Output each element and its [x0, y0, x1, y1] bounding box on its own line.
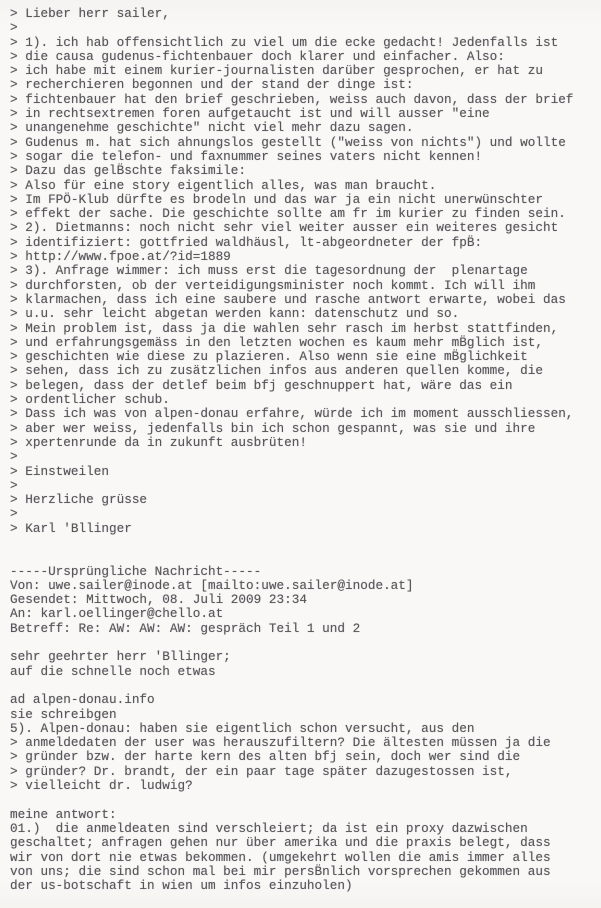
text-line: > Dazu das gelB̈schte faksimile: — [10, 163, 247, 179]
text-line: > Mein problem ist, dass ja die wahlen sehr rasch im herbst stattfinden, — [10, 320, 559, 336]
text-line: > — [10, 477, 18, 493]
text-line: > geschichten wie diese zu plazieren. Also wenn sie eine mB̈glichkeit — [10, 349, 528, 365]
text-line: > Herzliche grüsse — [10, 492, 148, 508]
text-line: > effekt der sache. Die geschichte sollte am fr im kurier zu finden sein. — [10, 206, 566, 222]
text-line: ad alpen-donau.info — [10, 692, 155, 708]
text-line: > belegen, dass der detlef beim bfj geschnuppert hat, wäre das ein — [10, 377, 513, 393]
text-line: An: karl.oellinger@chello.at — [10, 606, 224, 622]
text-line: > durchforsten, ob der verteidigungsminister noch kommt. Ich will ihm — [10, 277, 536, 293]
blank-line — [10, 636, 597, 650]
text-line: > — [10, 449, 18, 465]
text-line: > ich habe mit einem kurier-journalisten darüber gesprochen, er hat zu — [10, 63, 543, 79]
text-line: auf die schnelle noch etwas — [10, 663, 216, 679]
blank-line — [10, 793, 597, 807]
text-line: > Gudenus m. hat sich ahnungslos gestellt ("weiss von nichts") und wollte — [10, 134, 566, 150]
text-line: > Einstweilen — [10, 463, 109, 479]
text-line: wir von dort nie etwas bekommen. (umgekehrt wollen die amis immer alles — [10, 849, 551, 865]
text-line: -----Ursprüngliche Nachricht----- — [10, 563, 262, 579]
text-line: Betreff: Re: AW: AW: AW: gespräch Teil 1 und 2 — [10, 620, 361, 636]
text-line: > die causa gudenus-fichtenbauer doch klarer und einfacher. Also: — [10, 48, 505, 64]
text-line: > in rechtsextremen foren aufgetaucht ist und will ausser "eine — [10, 106, 490, 122]
text-line: > Lieber herr sailer, — [10, 6, 170, 21]
text-line: > Also für eine story eigentlich alles, was man braucht. — [10, 177, 437, 193]
blank-line — [10, 536, 597, 550]
quoted-reply-section — [10, 7, 597, 536]
text-line: > Karl 'Bllinger — [10, 520, 132, 536]
text-line: > http://www.fpoe.at/?id=1889 — [10, 249, 231, 265]
text-line: > sogar die telefon- und faxnummer seines vaters nicht kennen! — [10, 148, 483, 164]
text-line: > — [10, 20, 18, 36]
text-line: > gründer? Dr. brandt, der ein paar tage später dazugestossen ist, — [10, 763, 513, 779]
text-line: > fichtenbauer hat den brief geschrieben, weiss auch davon, dass der brief — [10, 91, 574, 107]
text-line: > anmeldedaten der user was herauszufiltern? Die ältesten müssen ja die — [10, 735, 551, 751]
text-line: meine antwort: — [10, 806, 117, 822]
text-line: > klarmachen, dass ich eine saubere und rasche antwort erwarte, wobei das — [10, 291, 566, 307]
blank-line — [10, 550, 597, 564]
text-line: > Im FPÖ-Klub dürfte es brodeln und das war ja ein nicht unerwünschter — [10, 191, 543, 207]
text-line: > aber wer weiss, jedenfalls bin ich schon gespannt, was sie und ihre — [10, 420, 536, 436]
text-line: 01.) die anmeldeaten sind verschleiert; da ist ein proxy dazwischen — [10, 820, 528, 836]
text-line: sie schreibgen — [10, 706, 117, 722]
text-line: > identifiziert: gottfried waldhäusl, lt-abgeordneter der fpB̈: — [10, 234, 483, 250]
text-line: 5). Alpen-donau: haben sie eigentlich schon versucht, aus den — [10, 720, 475, 736]
text-line: > 1). ich hab offensichtlich zu viel um die ecke gedacht! Jedenfalls ist — [10, 34, 559, 50]
text-line: > u.u. sehr leicht abgetan werden kann: datenschutz und so. — [10, 306, 460, 322]
reply-body-section — [10, 636, 597, 893]
text-line: > sehen, dass ich zu zusätzlichen infos aus anderen quellen komme, die — [10, 363, 543, 379]
text-line: geschaltet; anfragen gehen nur über amerika und die praxis belegt, dass — [10, 835, 551, 851]
text-line: > 3). Anfrage wimmer: ich muss erst die tagesordnung der plenartage — [10, 263, 528, 279]
text-line: Gesendet: Mittwoch, 08. Juli 2009 23:34 — [10, 592, 307, 608]
original-message-header-section — [10, 536, 597, 636]
text-line: sehr geehrter herr 'Bllinger; — [10, 649, 231, 665]
text-line: > Dass ich was von alpen-donau erfahre, würde ich im moment ausschliessen, — [10, 406, 574, 422]
text-line: Von: uwe.sailer@inode.at [mailto:uwe.sailer@inode.at] — [10, 577, 414, 593]
text-line: > 2). Dietmanns: noch nicht sehr viel weiter ausser ein weiteres gesicht — [10, 220, 559, 236]
text-line: der us-botschaft in wien um infos einzuholen) — [10, 878, 353, 894]
blank-line — [10, 679, 597, 693]
text-line: > und erfahrungsgemäss in den letzten wochen es kaum mehr mB̈glich ist, — [10, 334, 543, 350]
text-line: > xpertenrunde da in zukunft ausbrüten! — [10, 434, 307, 450]
text-line: > recherchieren begonnen und der stand der dinge ist: — [10, 77, 414, 93]
text-line: > gründer bzw. der harte kern des alten bfj sein, doch wer sind die — [10, 749, 521, 765]
text-line: > ordentlicher schub. — [10, 392, 170, 408]
text-line: > unangenehme geschichte" nicht viel mehr dazu sagen. — [10, 120, 414, 136]
text-line: > — [10, 506, 18, 522]
text-line: von uns; die sind schon mal bei mir persB̈nlich vorsprechen gekommen aus — [10, 863, 551, 879]
text-line: > vielleicht dr. ludwig? — [10, 778, 193, 794]
